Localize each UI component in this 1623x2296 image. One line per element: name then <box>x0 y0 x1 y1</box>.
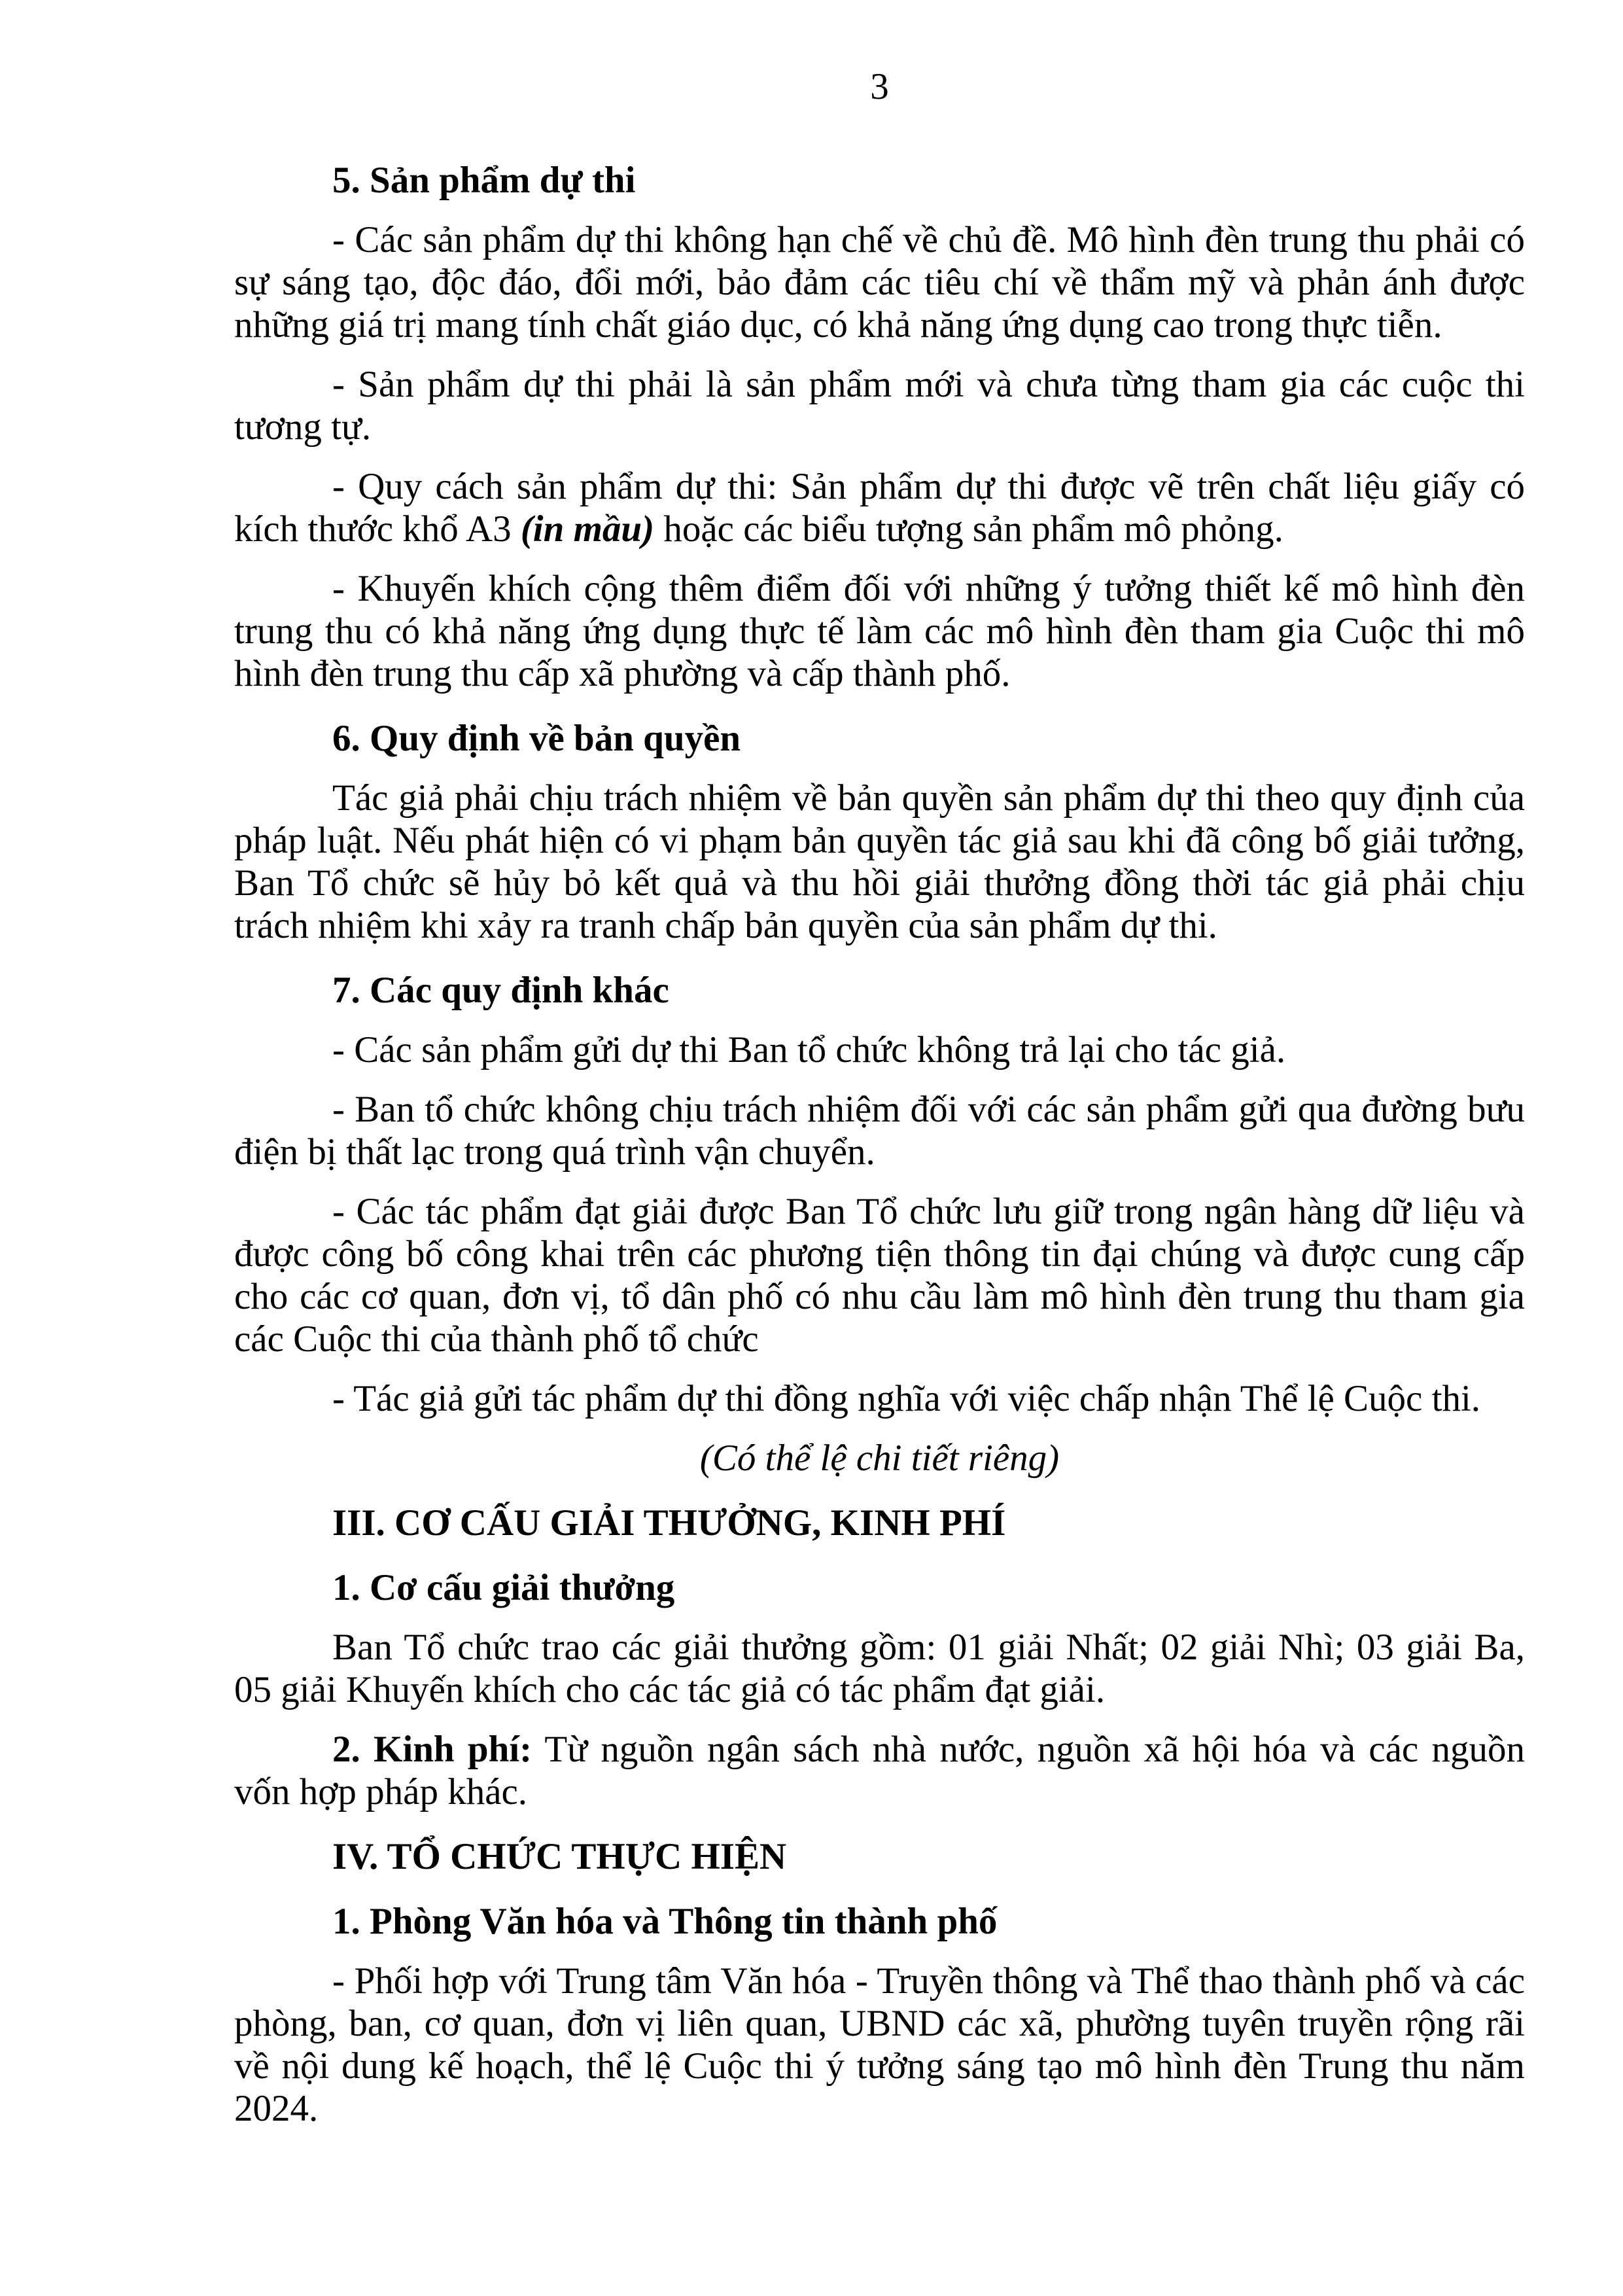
section-7-paragraph-3: - Các tác phẩm đạt giải được Ban Tổ chức lưu giữ trong ngân hàng dữ liệu và được công bố công khai trên các phương tiện thông tin đại chúng và được cung cấp cho các cơ quan, đơn vị, tổ dân phố có nhu cầu làm mô hình đèn trung thu tham gia các Cuộc thi của thành phố tổ chức <box>234 1191 1525 1360</box>
section-7-paragraph-1: - Các sản phẩm gửi dự thi Ban tổ chức không trả lại cho tác giả. <box>332 1029 1286 1070</box>
paragraph-text: Từ nguồn ngân sách nhà nước, nguồn xã hội hóa và các nguồn vốn hợp pháp khác. <box>234 1729 1526 1812</box>
section-6-heading: 6. Quy định về bản quyền <box>332 718 741 759</box>
section-7-paragraph-2: - Ban tổ chức không chịu trách nhiệm đối với các sản phẩm gửi qua đường bưu điện bị thất lạc trong quá trình vận chuyển. <box>234 1089 1525 1173</box>
section-5-paragraph-1: - Các sản phẩm dự thi không hạn chế về chủ đề. Mô hình đèn trung thu phải có sự sáng tạo, độc đáo, đổi mới, bảo đảm các tiêu chí về thẩm mỹ và phản ánh được những giá trị mang tính chất giáo dục, có khả năng ứng dụng cao trong thực tiễn. <box>234 219 1525 345</box>
page-number: 3 <box>870 66 889 107</box>
section-5-paragraph-4: - Khuyến khích cộng thêm điểm đối với những ý tưởng thiết kế mô hình đèn trung thu có khả năng ứng dụng thực tế làm các mô hình đèn tham gia Cuộc thi mô hình đèn trung thu cấp xã phường và cấp thành phố. <box>234 568 1525 694</box>
section-5-paragraph-3 <box>234 465 1525 550</box>
emphasis-in-color-note: (in mầu) <box>520 508 655 550</box>
section-iii-1-paragraph: Ban Tổ chức trao các giải thưởng gồm: 01 giải Nhất; 02 giải Nhì; 03 giải Ba, 05 giải Khuyến khích cho các tác giả có tác phẩm đạt giải. <box>234 1627 1525 1710</box>
section-7-heading: 7. Các quy định khác <box>332 970 669 1011</box>
section-6-paragraph-1: Tác giả phải chịu trách nhiệm về bản quyền sản phẩm dự thi theo quy định của pháp luật. Nếu phát hiện có vi phạm bản quyền tác giả sau khi đã công bố giải tưởng, Ban Tổ chức sẽ hủy bỏ kết quả và thu hồi giải thưởng đồng thời tác giả phải chịu trách nhiệm khi xảy ra tranh chấp bản quyền của sản phẩm dự thi. <box>234 777 1525 946</box>
section-iv-heading: IV. TỔ CHỨC THỰC HIỆN <box>332 1836 787 1877</box>
section-5-heading: 5. Sản phẩm dự thi <box>332 160 636 201</box>
section-iii-2-paragraph <box>234 1728 1525 1813</box>
section-5-paragraph-2: - Sản phẩm dự thi phải là sản phẩm mới và chưa từng tham gia các cuộc thi tương tự. <box>234 364 1525 448</box>
paragraph-text: hoặc các biểu tượng sản phẩm mô phỏng. <box>654 508 1283 550</box>
section-iii-2-heading-label: 2. Kinh phí: <box>332 1729 532 1770</box>
paragraph-text: - Quy cách sản phẩm dự thi: Sản phẩm dự thi được vẽ trên chất liệu giấy có kích thước khổ A3 <box>234 466 1525 550</box>
section-iv-1-paragraph: - Phối hợp với Trung tâm Văn hóa - Truyền thông và Thể thao thành phố và các phòng, ban, cơ quan, đơn vị liên quan, UBND các xã, phường tuyên truyền rộng rãi về nội dung kế hoạch, thể lệ Cuộc thi ý tưởng sáng tạo mô hình đèn Trung thu năm 2024. <box>234 1960 1525 2129</box>
section-7-paragraph-4: - Tác giả gửi tác phẩm dự thi đồng nghĩa với việc chấp nhận Thể lệ Cuộc thi. <box>332 1378 1481 1419</box>
section-iv-1-heading: 1. Phòng Văn hóa và Thông tin thành phố <box>332 1901 998 1942</box>
detail-rules-note: (Có thể lệ chi tiết riêng) <box>699 1438 1060 1479</box>
section-iii-1-heading: 1. Cơ cấu giải thưởng <box>332 1567 675 1608</box>
section-iii-heading: III. CƠ CẤU GIẢI THƯỞNG, KINH PHÍ <box>332 1502 1006 1544</box>
